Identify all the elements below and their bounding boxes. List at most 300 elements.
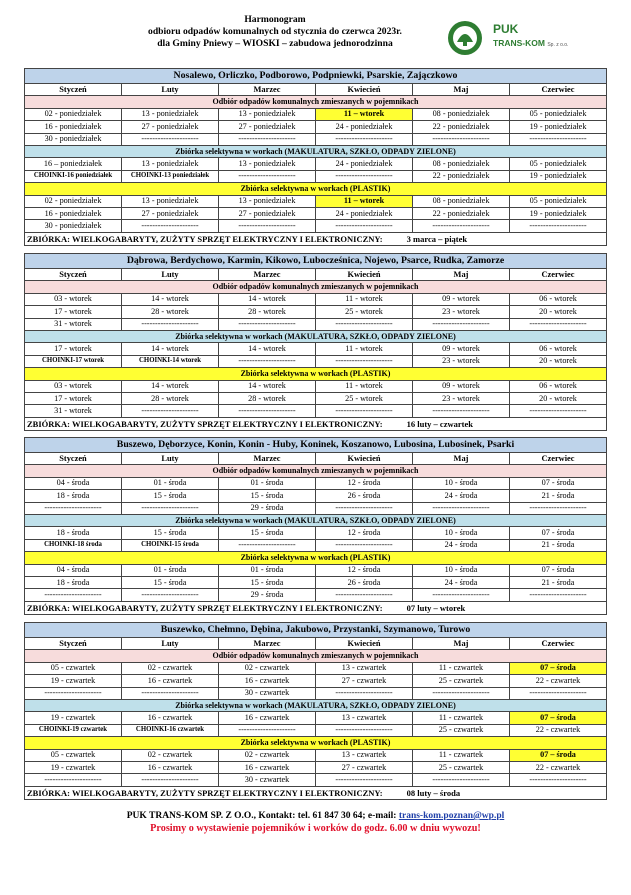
schedule-row [25,527,607,539]
schedule-row [25,539,607,551]
date-cell: 02 - czwartek [219,749,316,761]
bulky-waste-date: 08 luty – środa [406,787,461,798]
date-cell: 23 - wtorek [413,355,510,367]
schedule-row [25,576,607,588]
schedule-row [25,355,607,367]
month-header: Styczeń [25,453,122,465]
date-cell: 15 - środa [122,527,219,539]
date-cell: --------------------- [316,170,413,182]
bulky-waste-date: 16 luty – czwartek [406,418,473,429]
section-header-row [25,465,607,477]
date-cell: 12 - środa [316,564,413,576]
date-cell: --------------------- [413,687,510,699]
date-cell: 13 - czwartek [316,662,413,674]
date-cell: 09 - wtorek [413,343,510,355]
company-logo [493,22,583,48]
date-cell: CHOINKI-14 wtorek [122,355,219,367]
email-link[interactable]: trans-kom.poznan@wp.pl [398,811,505,821]
date-cell: --------------------- [510,589,607,601]
schedule-row [25,675,607,687]
date-cell: 21 - środa [510,539,607,551]
date-cell: --------------------- [510,502,607,514]
month-header: Luty [122,84,219,96]
months-header-row [25,453,607,465]
date-cell: 21 - środa [510,576,607,588]
date-cell: 07 - środa [510,564,607,576]
date-cell: 02 - czwartek [122,662,219,674]
date-cell: 17 - wtorek [25,306,122,318]
date-cell: 22 - czwartek [510,724,607,736]
date-cell: --------------------- [219,355,316,367]
date-cell: --------------------- [25,502,122,514]
schedule-table [24,68,607,246]
date-cell: 26 - środa [316,576,413,588]
section-title-paper: Zbiórka selektywna w workach (MAKULATURA, SZKŁO, ODPADY ZIELONE) [25,330,607,342]
logo-trans-kom [493,38,583,48]
date-cell: --------------------- [122,405,219,417]
date-cell: 05 - poniedziałek [510,108,607,120]
date-cell: --------------------- [122,502,219,514]
section-title-paper: Zbiórka selektywna w workach (MAKULATURA, SZKŁO, ODPADY ZIELONE) [25,145,607,157]
date-cell: --------------------- [219,405,316,417]
date-cell: CHOINKI-16 czwartek [122,724,219,736]
section-title-mixed: Odbiór odpadów komunalnych zmieszanych w pojemnikach [25,465,607,477]
date-cell: 18 - środa [25,527,122,539]
bulky-waste-row [25,786,607,799]
date-cell: 04 - środa [25,564,122,576]
date-cell: CHOINKI-16 poniedziałek [25,170,122,182]
months-header-row [25,84,607,96]
schedule-block-4 [24,622,607,800]
date-cell: 05 - czwartek [25,662,122,674]
block-title-row [25,69,607,84]
section-title-plastic: Zbiórka selektywna w workach (PLASTIK) [25,183,607,195]
date-cell: 13 - poniedziałek [122,195,219,207]
schedule-row [25,306,607,318]
date-cell: 29 - środa [219,502,316,514]
block-title-row [25,438,607,453]
month-header: Marzec [219,269,316,281]
schedule-row [25,589,607,601]
schedule-row [25,774,607,786]
section-title-paper: Zbiórka selektywna w workach (MAKULATURA, SZKŁO, ODPADY ZIELONE) [25,514,607,526]
bulky-waste-label: ZBIÓRKA: WIELKOGABARYTY, ZUŻYTY SPRZĘT ELEKTRYCZNY I ELEKTRONICZNY: [27,418,383,429]
date-cell: 27 - poniedziałek [219,121,316,133]
date-cell: 03 - wtorek [25,293,122,305]
document-header [0,10,631,60]
section-header-row [25,281,607,293]
date-cell: 27 - poniedziałek [219,207,316,219]
bulky-waste-date: 3 marca – piątek [406,233,468,244]
date-cell: 07 – środa [510,749,607,761]
date-cell: 19 - poniedziałek [510,121,607,133]
month-header: Maj [413,638,510,650]
date-cell: --------------------- [25,589,122,601]
date-cell: 20 - wtorek [510,392,607,404]
month-header: Marzec [219,638,316,650]
date-cell: 13 - poniedziałek [219,195,316,207]
date-cell: 31 - wtorek [25,405,122,417]
schedule-row [25,133,607,145]
date-cell: 25 - wtorek [316,306,413,318]
date-cell: 15 - środa [219,490,316,502]
date-cell: 11 – wtorek [316,108,413,120]
date-cell: 28 - wtorek [219,392,316,404]
logo-name: TRANS-KOM [493,38,545,48]
date-cell: 27 - czwartek [316,675,413,687]
date-cell: 23 - wtorek [413,306,510,318]
date-cell: 07 – środa [510,712,607,724]
schedule-row [25,687,607,699]
date-cell: --------------------- [219,724,316,736]
date-cell: 17 - wtorek [25,392,122,404]
section-header-row [25,368,607,380]
date-cell: 12 - środa [316,527,413,539]
date-cell: --------------------- [316,318,413,330]
schedule-table [24,622,607,800]
date-cell: 02 - poniedziałek [25,108,122,120]
date-cell: 06 - wtorek [510,380,607,392]
logo-puk: PUK [493,22,519,36]
date-cell: 19 - czwartek [25,675,122,687]
date-cell: --------------------- [219,318,316,330]
date-cell: 13 - poniedziałek [122,108,219,120]
logo-suffix: Sp. z o.o. [547,42,569,48]
date-cell: 20 - wtorek [510,306,607,318]
section-header-row [25,552,607,564]
date-cell: 04 - środa [25,477,122,489]
date-cell: --------------------- [316,687,413,699]
month-header: Czerwiec [510,84,607,96]
date-cell: --------------------- [316,355,413,367]
date-cell: 03 - wtorek [25,380,122,392]
date-cell: 11 - wtorek [316,293,413,305]
month-header: Czerwiec [510,638,607,650]
section-header-row [25,96,607,108]
date-cell: 08 - poniedziałek [413,158,510,170]
date-cell: 24 - poniedziałek [316,158,413,170]
date-cell: 07 - środa [510,527,607,539]
block-villages-title: Nosalewo, Orliczko, Podborowo, Podpniewki, Psarskie, Zajączkowo [25,69,607,84]
schedule-row [25,724,607,736]
bulky-waste-row [25,417,607,430]
date-cell: --------------------- [316,502,413,514]
footer-contact [0,811,631,821]
date-cell: 09 - wtorek [413,380,510,392]
section-title-plastic: Zbiórka selektywna w workach (PLASTIK) [25,552,607,564]
schedule-block-2 [24,253,607,431]
date-cell: --------------------- [219,170,316,182]
section-header-row [25,699,607,711]
date-cell: 11 - wtorek [316,380,413,392]
date-cell: 14 - wtorek [219,380,316,392]
date-cell: 24 - poniedziałek [316,207,413,219]
bulky-waste-cell [25,232,607,245]
date-cell: 16 - czwartek [219,712,316,724]
date-cell: 20 - wtorek [510,355,607,367]
section-title-paper: Zbiórka selektywna w workach (MAKULATURA, SZKŁO, ODPADY ZIELONE) [25,699,607,711]
date-cell: --------------------- [413,318,510,330]
date-cell: 11 - czwartek [413,712,510,724]
date-cell: 13 - czwartek [316,712,413,724]
date-cell: 25 - wtorek [316,392,413,404]
date-cell: 31 - wtorek [25,318,122,330]
section-header-row [25,145,607,157]
date-cell: 28 - wtorek [122,306,219,318]
date-cell: 11 - wtorek [316,343,413,355]
date-cell: --------------------- [413,774,510,786]
section-title-plastic: Zbiórka selektywna w workach (PLASTIK) [25,737,607,749]
schedule-row [25,318,607,330]
date-cell: --------------------- [510,318,607,330]
date-cell: 30 - poniedziałek [25,220,122,232]
date-cell: 19 - czwartek [25,712,122,724]
date-cell: --------------------- [25,687,122,699]
date-cell: 02 - czwartek [122,749,219,761]
month-header: Kwiecień [316,269,413,281]
block-title-row [25,254,607,269]
block-villages-title: Buszewko, Chełmno, Dębina, Jakubowo, Przystanki, Szymanowo, Turowo [25,623,607,638]
date-cell: 14 - wtorek [122,380,219,392]
date-cell: 22 - czwartek [510,675,607,687]
date-cell: 22 - czwartek [510,761,607,773]
section-title-mixed: Odbiór odpadów komunalnych zmieszanych w pojemnikach [25,650,607,662]
bulky-waste-label: ZBIÓRKA: WIELKOGABARYTY, ZUŻYTY SPRZĘT ELEKTRYCZNY I ELEKTRONICZNY: [27,233,383,244]
date-cell: 08 - poniedziałek [413,108,510,120]
footer-notice: Prosimy o wystawienie pojemników i worków do godz. 6.00 w dniu wywozu! [150,823,481,834]
date-cell: --------------------- [413,589,510,601]
date-cell: 16 - czwartek [219,761,316,773]
date-cell: 06 - wtorek [510,293,607,305]
date-cell: --------------------- [316,724,413,736]
schedule-table [24,437,607,615]
block-villages-title: Dąbrowa, Berdychowo, Karmin, Kikowo, Lubocześnica, Nojewo, Psarce, Rudka, Zamorze [25,254,607,269]
schedule-row [25,380,607,392]
date-cell: 18 - środa [25,576,122,588]
date-cell: --------------------- [122,774,219,786]
date-cell: 16 - czwartek [122,761,219,773]
date-cell: 27 - poniedziałek [122,121,219,133]
date-cell: 14 - wtorek [219,343,316,355]
date-cell: 13 - poniedziałek [122,158,219,170]
month-header: Czerwiec [510,453,607,465]
schedule-row [25,392,607,404]
schedule-row [25,477,607,489]
date-cell: 15 - środa [219,527,316,539]
date-cell: 29 - środa [219,589,316,601]
date-cell: 18 - środa [25,490,122,502]
date-cell: 05 - poniedziałek [510,195,607,207]
date-cell: --------------------- [413,502,510,514]
date-cell: 24 - środa [413,576,510,588]
date-cell: 15 - środa [122,490,219,502]
month-header: Styczeń [25,84,122,96]
date-cell: 02 - czwartek [219,662,316,674]
date-cell: --------------------- [316,589,413,601]
date-cell: --------------------- [122,589,219,601]
section-header-row [25,330,607,342]
date-cell: 13 - poniedziałek [219,158,316,170]
date-cell: 10 - środa [413,564,510,576]
date-cell: 05 - czwartek [25,749,122,761]
date-cell: 01 - środa [122,477,219,489]
bulky-waste-cell [25,417,607,430]
date-cell: 16 – poniedziałek [25,158,122,170]
date-cell: 25 - czwartek [413,675,510,687]
date-cell: --------------------- [413,405,510,417]
section-title-mixed: Odbiór odpadów komunalnych zmieszanych w pojemnikach [25,96,607,108]
schedule-row [25,749,607,761]
date-cell: 21 - środa [510,490,607,502]
schedule-row [25,108,607,120]
date-cell: --------------------- [316,133,413,145]
month-header: Luty [122,453,219,465]
date-cell: 09 - wtorek [413,293,510,305]
bulky-waste-label: ZBIÓRKA: WIELKOGABARYTY, ZUŻYTY SPRZĘT ELEKTRYCZNY I ELEKTRONICZNY: [27,787,383,798]
months-header-row [25,269,607,281]
date-cell: 19 - poniedziałek [510,207,607,219]
schedule-row [25,195,607,207]
section-title-plastic: Zbiórka selektywna w workach (PLASTIK) [25,368,607,380]
date-cell: --------------------- [122,220,219,232]
block-title-row [25,623,607,638]
date-cell: 28 - wtorek [219,306,316,318]
section-header-row [25,514,607,526]
date-cell: 30 - poniedziałek [25,133,122,145]
date-cell: --------------------- [510,220,607,232]
schedule-row [25,761,607,773]
schedule-row [25,490,607,502]
month-header: Maj [413,84,510,96]
date-cell: 10 - środa [413,527,510,539]
date-cell: 15 - środa [122,576,219,588]
date-cell: --------------------- [122,318,219,330]
date-cell: 14 - wtorek [122,343,219,355]
month-header: Luty [122,269,219,281]
date-cell: 24 - poniedziałek [316,121,413,133]
date-cell: 24 - środa [413,490,510,502]
date-cell: --------------------- [219,539,316,551]
section-header-row [25,650,607,662]
date-cell: 17 - wtorek [25,343,122,355]
date-cell: 27 - czwartek [316,761,413,773]
month-header: Styczeń [25,269,122,281]
section-title-mixed: Odbiór odpadów komunalnych zmieszanych w pojemnikach [25,281,607,293]
date-cell: 06 - wtorek [510,343,607,355]
date-cell: 25 - czwartek [413,761,510,773]
date-cell: 22 - poniedziałek [413,121,510,133]
date-cell: 11 - czwartek [413,662,510,674]
title-line: odbioru odpadów komunalnych od stycznia do czerwca 2023r. [148,26,402,37]
date-cell: 16 - poniedziałek [25,121,122,133]
block-villages-title: Buszewo, Dęborzyce, Konin, Konin - Huby, Koninek, Koszanowo, Lubosina, Lubosinek, Psarki [25,438,607,453]
schedule-block-3 [24,437,607,615]
date-cell: --------------------- [316,774,413,786]
date-cell: 16 - czwartek [122,712,219,724]
date-cell: CHOINKI-15 środa [122,539,219,551]
date-cell: --------------------- [413,220,510,232]
bulky-waste-row [25,601,607,614]
date-cell: CHOINKI-13 poniedziałek [122,170,219,182]
date-cell: 14 - wtorek [219,293,316,305]
month-header: Kwiecień [316,453,413,465]
date-cell: 30 - czwartek [219,687,316,699]
schedule-table [24,253,607,431]
schedule-row [25,220,607,232]
date-cell: --------------------- [510,687,607,699]
schedule-row [25,170,607,182]
date-cell: 19 - czwartek [25,761,122,773]
date-cell: 13 - czwartek [316,749,413,761]
date-cell: 16 - czwartek [122,675,219,687]
month-header: Marzec [219,84,316,96]
schedule-row [25,712,607,724]
company-emblem-icon [447,20,483,56]
date-cell: --------------------- [510,133,607,145]
schedule-row [25,207,607,219]
date-cell: 01 - środa [219,477,316,489]
date-cell: --------------------- [510,405,607,417]
month-header: Styczeń [25,638,122,650]
date-cell: 13 - poniedziałek [219,108,316,120]
date-cell: 25 - czwartek [413,724,510,736]
title-line: Harmonogram [244,14,306,25]
title-line: dla Gminy Pniewy – WIOSKI – zabudowa jednorodzinna [157,38,393,49]
date-cell: 22 - poniedziałek [413,207,510,219]
schedule-row [25,121,607,133]
months-header-row [25,638,607,650]
month-header: Maj [413,269,510,281]
date-cell: 15 - środa [219,576,316,588]
date-cell: 27 - poniedziałek [122,207,219,219]
month-header: Kwiecień [316,84,413,96]
date-cell: 26 - środa [316,490,413,502]
date-cell: 23 - wtorek [413,392,510,404]
month-header: Marzec [219,453,316,465]
date-cell: 16 - czwartek [219,675,316,687]
date-cell: CHOINKI-17 wtorek [25,355,122,367]
bulky-waste-cell [25,786,607,799]
date-cell: 01 - środa [122,564,219,576]
date-cell: 02 - poniedziałek [25,195,122,207]
date-cell: CHOINKI-18 środa [25,539,122,551]
contact-text: PUK TRANS-KOM SP. Z O.O., Kontakt: tel. 61 847 30 64; e-mail: [126,811,397,821]
date-cell: --------------------- [316,220,413,232]
date-cell: --------------------- [219,220,316,232]
schedule-row [25,293,607,305]
bulky-waste-date: 07 luty – wtorek [406,602,466,613]
date-cell: 11 - czwartek [413,749,510,761]
date-cell: --------------------- [510,774,607,786]
date-cell: --------------------- [25,774,122,786]
date-cell: 08 - poniedziałek [413,195,510,207]
date-cell: --------------------- [413,133,510,145]
date-cell: 14 - wtorek [122,293,219,305]
section-header-row [25,737,607,749]
date-cell: --------------------- [316,405,413,417]
date-cell: 01 - środa [219,564,316,576]
schedule-row [25,343,607,355]
bulky-waste-cell [25,601,607,614]
bulky-waste-label: ZBIÓRKA: WIELKOGABARYTY, ZUŻYTY SPRZĘT ELEKTRYCZNY I ELEKTRONICZNY: [27,602,383,613]
schedule-row [25,662,607,674]
date-cell: 10 - środa [413,477,510,489]
month-header: Kwiecień [316,638,413,650]
schedule-row [25,405,607,417]
date-cell: 24 - środa [413,539,510,551]
date-cell: 30 - czwartek [219,774,316,786]
date-cell: --------------------- [122,133,219,145]
